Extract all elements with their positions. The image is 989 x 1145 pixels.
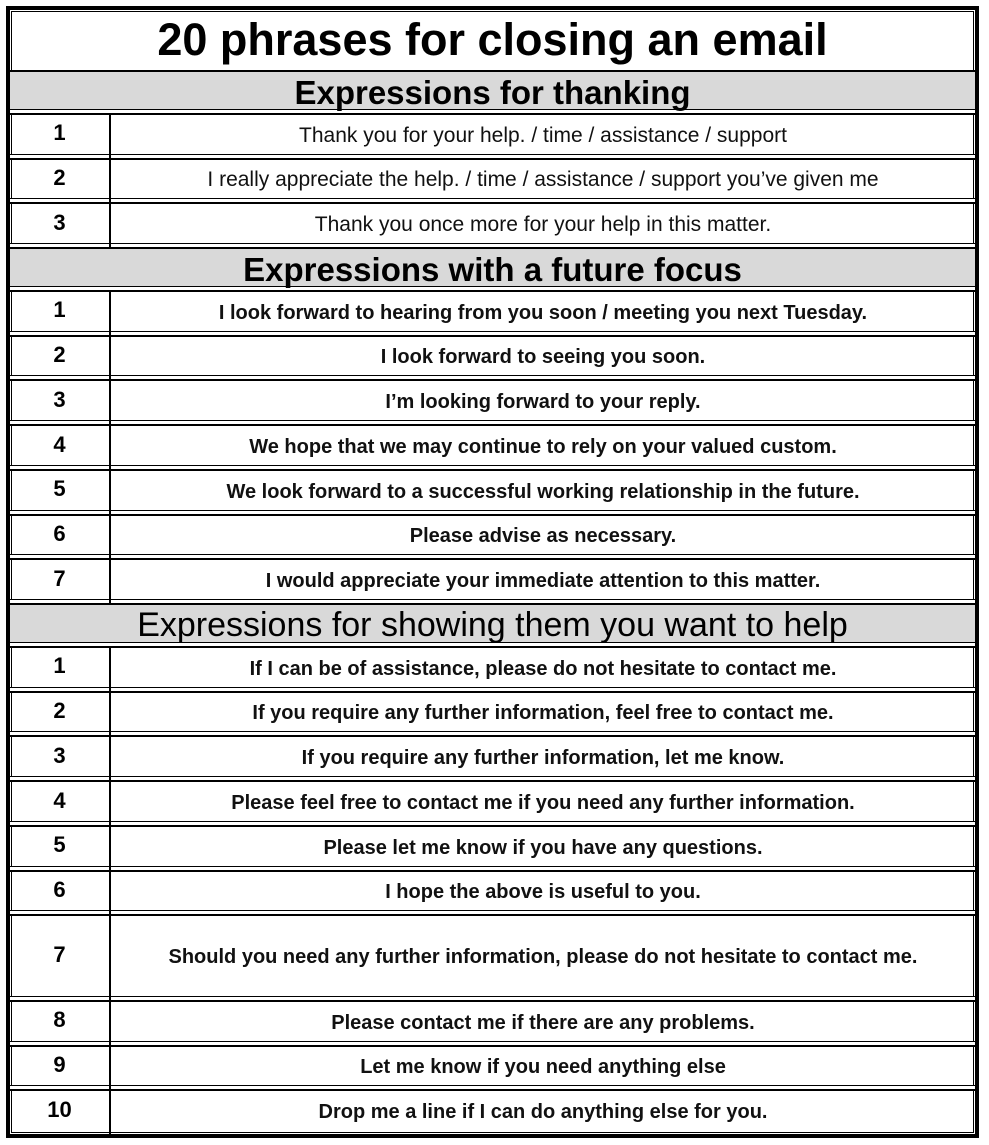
phrase-text: If you require any further information, feel free to contact me. xyxy=(252,702,834,725)
table-row xyxy=(10,516,975,561)
row-number: 5 xyxy=(10,471,111,514)
table-row xyxy=(10,827,975,872)
row-number: 8 xyxy=(10,1002,111,1045)
row-number: 4 xyxy=(10,782,111,825)
table-row xyxy=(10,1002,975,1047)
phrase-text: I look forward to seeing you soon. xyxy=(380,346,706,369)
section-heading-future-focus: Expressions with a future focus xyxy=(10,249,975,292)
section-heading-text: Expressions for showing them you want to help xyxy=(137,606,848,645)
row-number: 1 xyxy=(10,115,111,158)
row-number: 2 xyxy=(10,693,111,736)
table-row xyxy=(10,115,975,160)
phrase-text: Please feel free to contact me if you need any further information. xyxy=(231,791,855,814)
phrase-text: Let me know if you need anything else xyxy=(360,1056,726,1079)
row-number: 3 xyxy=(10,204,111,247)
phrase-text: I’m looking forward to your reply. xyxy=(385,391,701,414)
section-heading-thanking: Expressions for thanking xyxy=(10,72,975,115)
row-number: 5 xyxy=(10,827,111,870)
table-row xyxy=(10,648,975,693)
table-row xyxy=(10,471,975,516)
table-row xyxy=(10,160,975,205)
phrase-text: Thank you once more for your help in this matter. xyxy=(314,213,772,237)
phrase-text: If you require any further information, let me know. xyxy=(301,747,785,770)
row-number: 7 xyxy=(10,560,111,603)
phrase-text: I really appreciate the help. / time / assistance / support you’ve given me xyxy=(207,168,879,192)
row-number: 3 xyxy=(10,737,111,780)
phrase-text: Should you need any further information, please do not hesitate to contact me. xyxy=(168,946,918,969)
phrase-text: I look forward to hearing from you soon / meeting you next Tuesday. xyxy=(218,301,868,324)
table-row xyxy=(10,693,975,738)
phrase-text: Drop me a line if I can do anything else for you. xyxy=(318,1101,768,1124)
phrase-text: I hope the above is useful to you. xyxy=(385,881,701,904)
row-number: 6 xyxy=(10,872,111,915)
page-title: 20 phrases for closing an email xyxy=(10,10,975,72)
phrase-text: If I can be of assistance, please do not hesitate to contact me. xyxy=(249,657,837,680)
table-row xyxy=(10,1091,975,1134)
table-row xyxy=(10,381,975,426)
phrase-text: We hope that we may continue to rely on your valued custom. xyxy=(249,435,837,458)
row-number: 1 xyxy=(10,292,111,335)
section-heading-want-to-help xyxy=(10,605,975,648)
table-row xyxy=(10,737,975,782)
table-row xyxy=(10,560,975,605)
phrase-text: Thank you for your help. / time / assistance / support xyxy=(299,123,787,147)
row-number: 2 xyxy=(10,337,111,380)
table-row xyxy=(10,916,975,1002)
phrase-text: Please advise as necessary. xyxy=(409,525,677,548)
table-row xyxy=(10,204,975,249)
row-number: 3 xyxy=(10,381,111,424)
phrase-text: We look forward to a successful working relationship in the future. xyxy=(226,480,860,503)
row-number: 2 xyxy=(10,160,111,203)
row-number: 9 xyxy=(10,1047,111,1090)
table-row xyxy=(10,872,975,917)
phrases-table xyxy=(6,6,979,1138)
table-row xyxy=(10,337,975,382)
table-row xyxy=(10,292,975,337)
row-number: 7 xyxy=(10,916,111,1000)
phrase-text: Please let me know if you have any questions. xyxy=(323,836,763,859)
row-number: 4 xyxy=(10,426,111,469)
row-number: 10 xyxy=(10,1091,111,1134)
phrase-text: I would appreciate your immediate attention to this matter. xyxy=(265,570,821,593)
row-number: 1 xyxy=(10,648,111,691)
row-number: 6 xyxy=(10,516,111,559)
phrase-text: Please contact me if there are any problems. xyxy=(331,1011,755,1034)
table-row xyxy=(10,782,975,827)
table-row xyxy=(10,426,975,471)
table-row xyxy=(10,1047,975,1092)
